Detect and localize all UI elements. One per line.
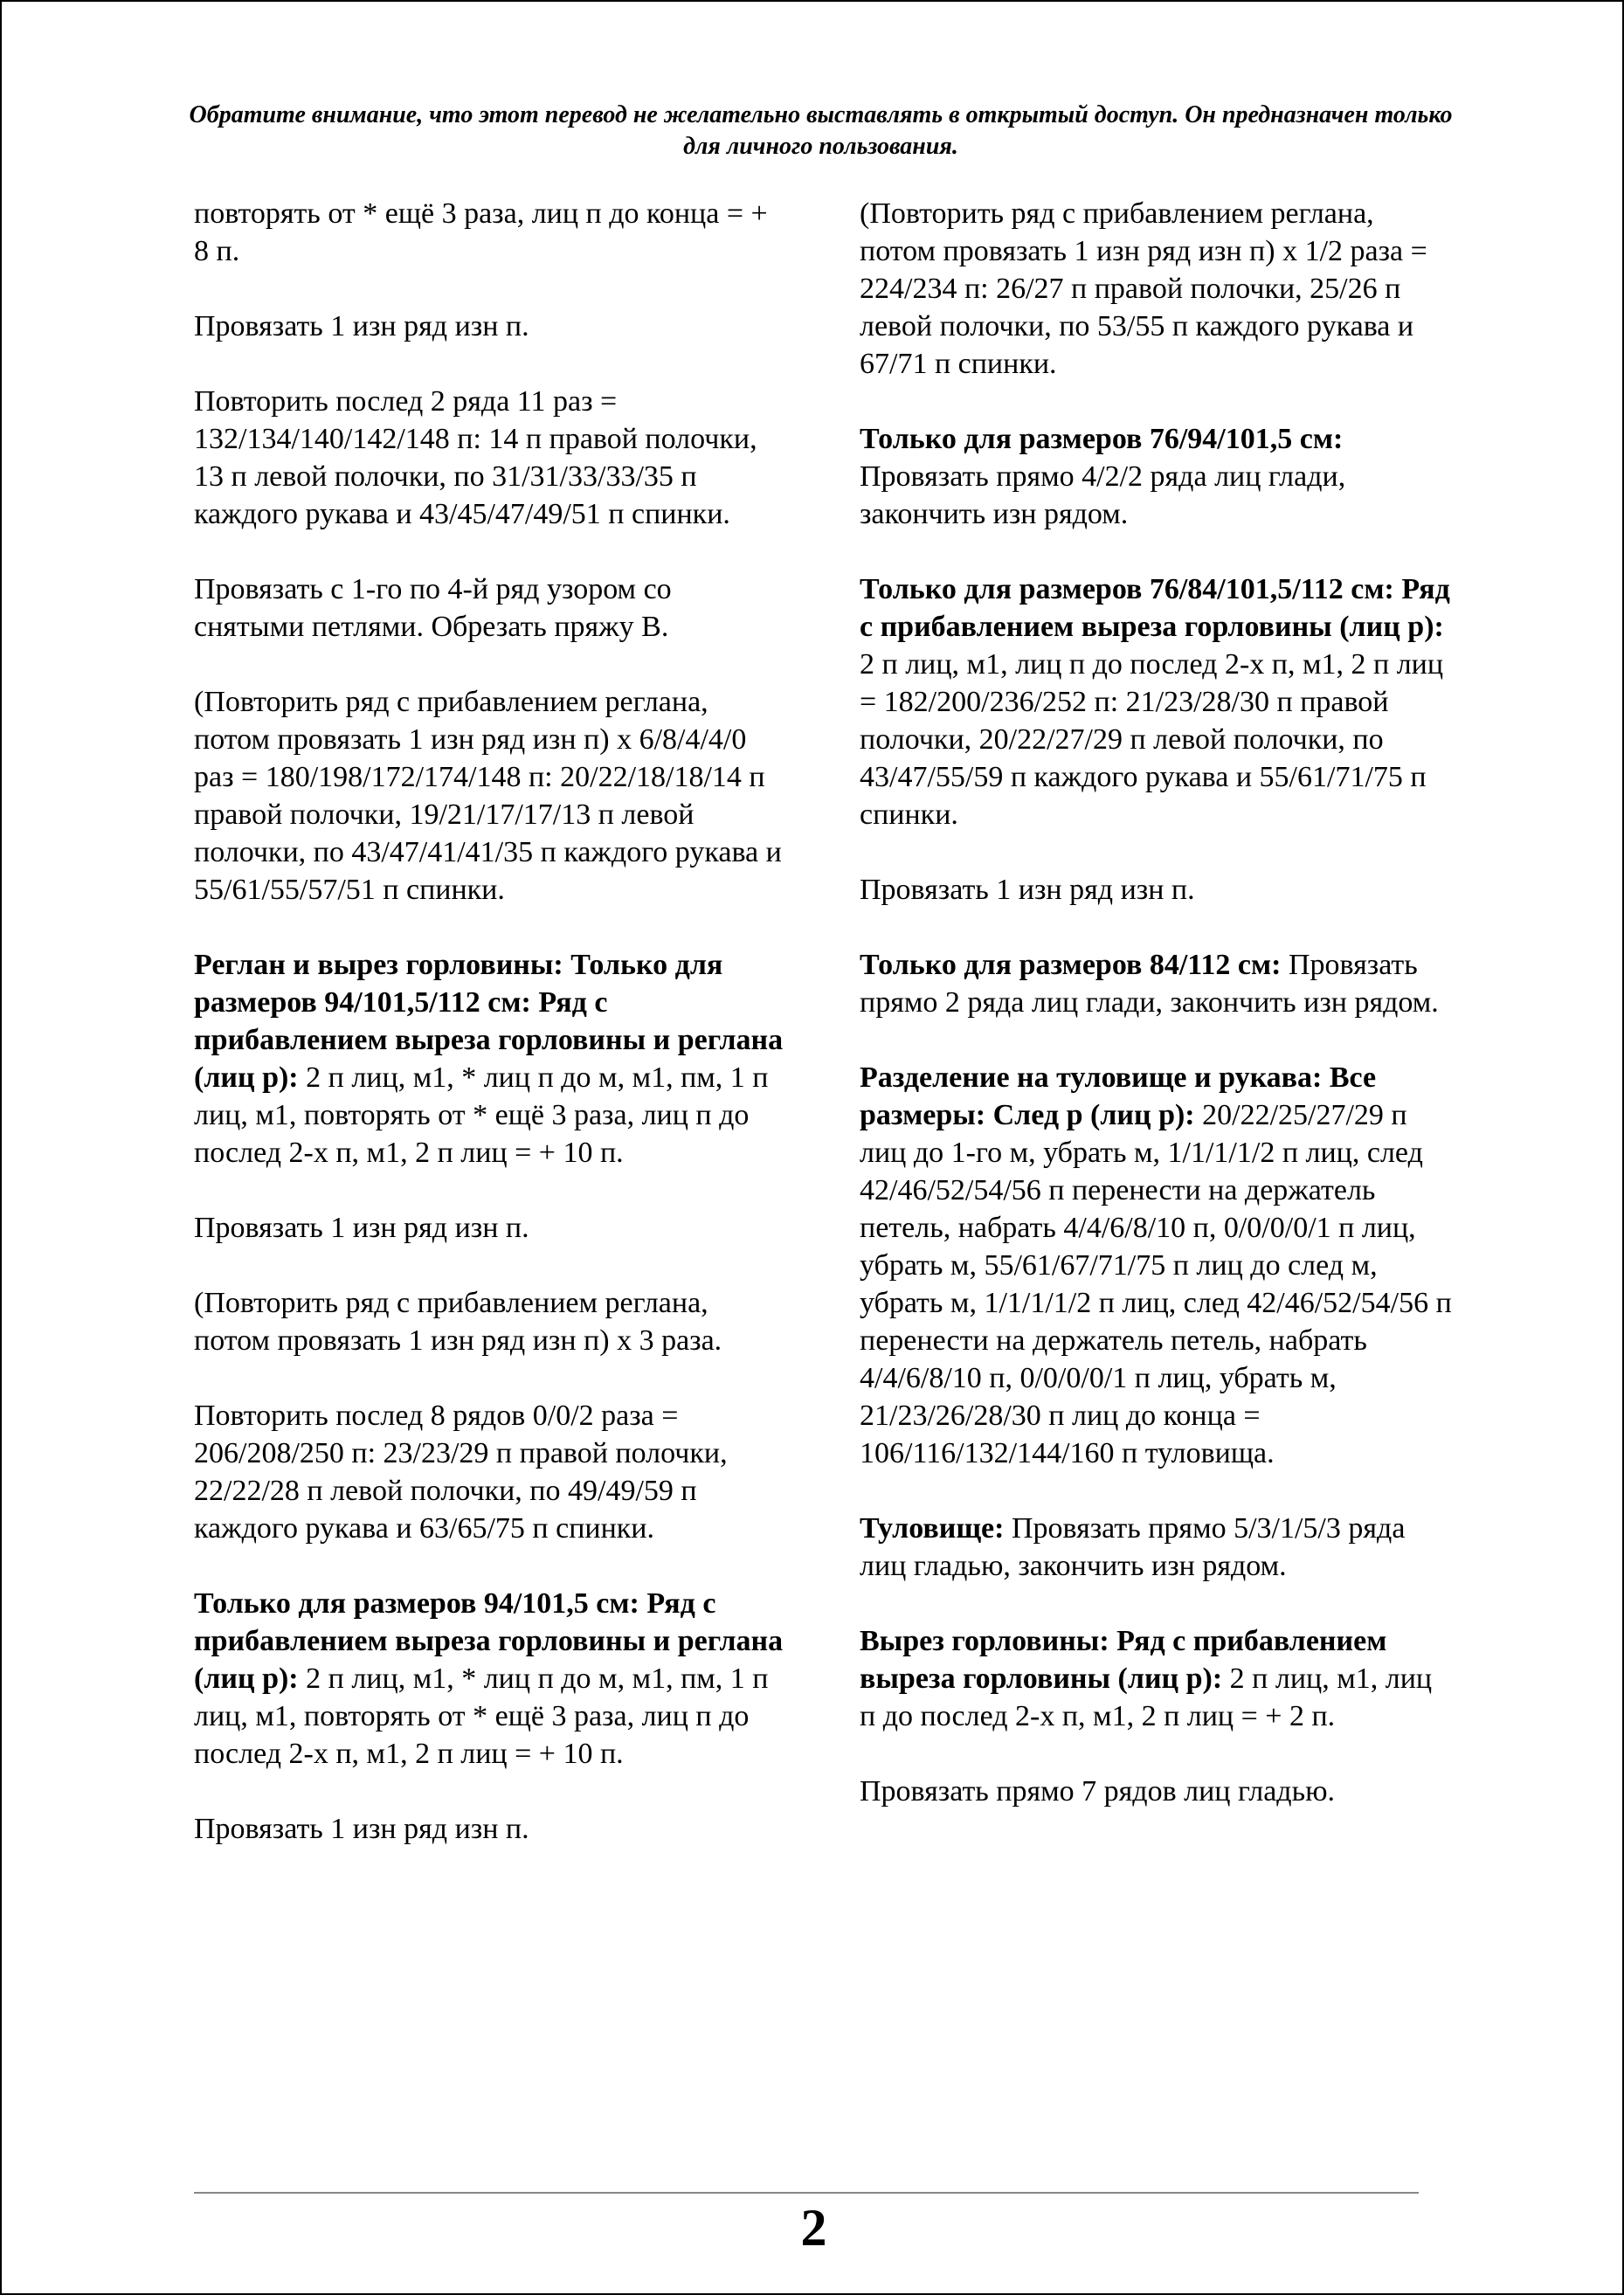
paragraph: (Повторить ряд с прибавлением реглана, потом провязать 1 изн ряд изн п) x 3 раза. (194, 1287, 722, 1357)
paragraph: Провязать прямо 7 рядов лиц гладью. (860, 1775, 1335, 1808)
paragraph: повторять от * ещё 3 раза, лиц п до конца = + 8 п. (194, 197, 768, 267)
left-column (194, 195, 788, 1885)
paragraph: Провязать 1 изн ряд изн п. (194, 1212, 529, 1244)
paragraph: Повторить послед 8 рядов 0/0/2 раза = 206/208/250 п: 23/23/29 п правой полочки, 22/22/28 п левой полочки, по 49/49/59 п каждого рукава и 63/65/75 п спинки. (194, 1400, 728, 1545)
paragraph: Провязать 1 изн ряд изн п. (860, 874, 1195, 906)
section-sizes-76-84-101-112: Только для размеров 76/84/101,5/112 см: Ряд с прибавлением выреза горловины (лиц р): 2 п лиц, м1, лиц п до послед 2-х п, м1, 2 п лиц = 182/200/236/252 п: 21/23/28/30 п правой полочки, 20/22/27/29 п левой полочки, по 43/47/55/59 п каждого рукава и 55/61/71/75 п спинки. (860, 573, 1450, 831)
section-sizes-76-94-101: Только для размеров 76/94/101,5 см: Провязать прямо 4/2/2 ряда лиц глади, закончить изн рядом. (860, 423, 1346, 530)
translation-notice: Обратите внимание, что этот перевод не желательно выставлять в открытый доступ. Он предназначен только для личного пользования. (189, 101, 1453, 160)
paragraph: Повторить послед 2 ряда 11 раз = 132/134/140/142/148 п: 14 п правой полочки, 13 п левой полочки, по 31/31/33/33/35 п каждого рукава и 43/45/47/49/51 п спинки. (194, 385, 757, 530)
paragraph: Провязать с 1-го по 4-й ряд узором со снятыми петлями. Обрезать пряжу B. (194, 573, 672, 643)
paragraph: Провязать 1 изн ряд изн п. (194, 310, 529, 342)
paragraph: Провязать 1 изн ряд изн п. (194, 1813, 529, 1845)
section-raglan-neckline: Реглан и вырез горловины: Только для размеров 94/101,5/112 см: Ряд с прибавлением выреза горловины и реглана (лиц р): 2 п лиц, м1, * лиц п до м, м1, пм, 1 п лиц, м1, повторять от * ещё 3 раза, лиц п до послед 2-х п, м1, 2 п лиц = + 10 п. (194, 949, 784, 1169)
section-neckline: Вырез горловины: Ряд с прибавлением выреза горловины (лиц р): 2 п лиц, м1, лиц п до послед 2-х п, м1, 2 п лиц = + 2 п. (860, 1625, 1433, 1732)
right-column (860, 195, 1454, 1848)
footer-divider (194, 2192, 1419, 2194)
section-body-sleeves-split: Разделение на туловище и рукава: Все размеры: След р (лиц р): 20/22/25/27/29 п лиц до 1-го м, убрать м, 1/1/1/1/2 п лиц, след 42/46/52/54/56 п перенести на держатель петель, набрать 4/4/6/8/10 п, 0/0/0/0/1 п лиц, убрать м, 55/61/67/71/75 п лиц до след м, убрать м, 1/1/1/1/2 п лиц, след 42/46/52/54/56 п перенести на держатель петель, набрать 4/4/6/8/10 п, 0/0/0/0/1 п лиц, убрать м, 21/23/26/28/30 п лиц до конца = 106/116/132/144/160 п туловища. (860, 1061, 1452, 1469)
section-sizes-94-101: Только для размеров 94/101,5 см: Ряд с прибавлением выреза горловины и реглана (лиц р): 2 п лиц, м1, * лиц п до м, м1, пм, 1 п лиц, м1, повторять от * ещё 3 раза, лиц п до послед 2-х п, м1, 2 п лиц = + 10 п. (194, 1587, 784, 1770)
paragraph: (Повторить ряд с прибавлением реглана, потом провязать 1 изн ряд изн п) x 1/2 раза = 224/234 п: 26/27 п правой полочки, 25/26 п левой полочки, по 53/55 п каждого рукава и 67/71 п спинки. (860, 197, 1427, 380)
page-number: 2 (800, 2199, 827, 2257)
section-body: Туловище: Провязать прямо 5/3/1/5/3 ряда лиц гладью, закончить изн рядом. (860, 1512, 1406, 1582)
section-sizes-84-112: Только для размеров 84/112 см: Провязать прямо 2 ряда лиц глади, закончить изн рядом. (860, 949, 1439, 1019)
paragraph: (Повторить ряд с прибавлением реглана, потом провязать 1 изн ряд изн п) x 6/8/4/4/0 раз = 180/198/172/174/148 п: 20/22/18/18/14 п правой полочки, 19/21/17/17/13 п левой полочки, по 43/47/41/41/35 п каждого рукава и 55/61/55/57/51 п спинки. (194, 686, 782, 906)
